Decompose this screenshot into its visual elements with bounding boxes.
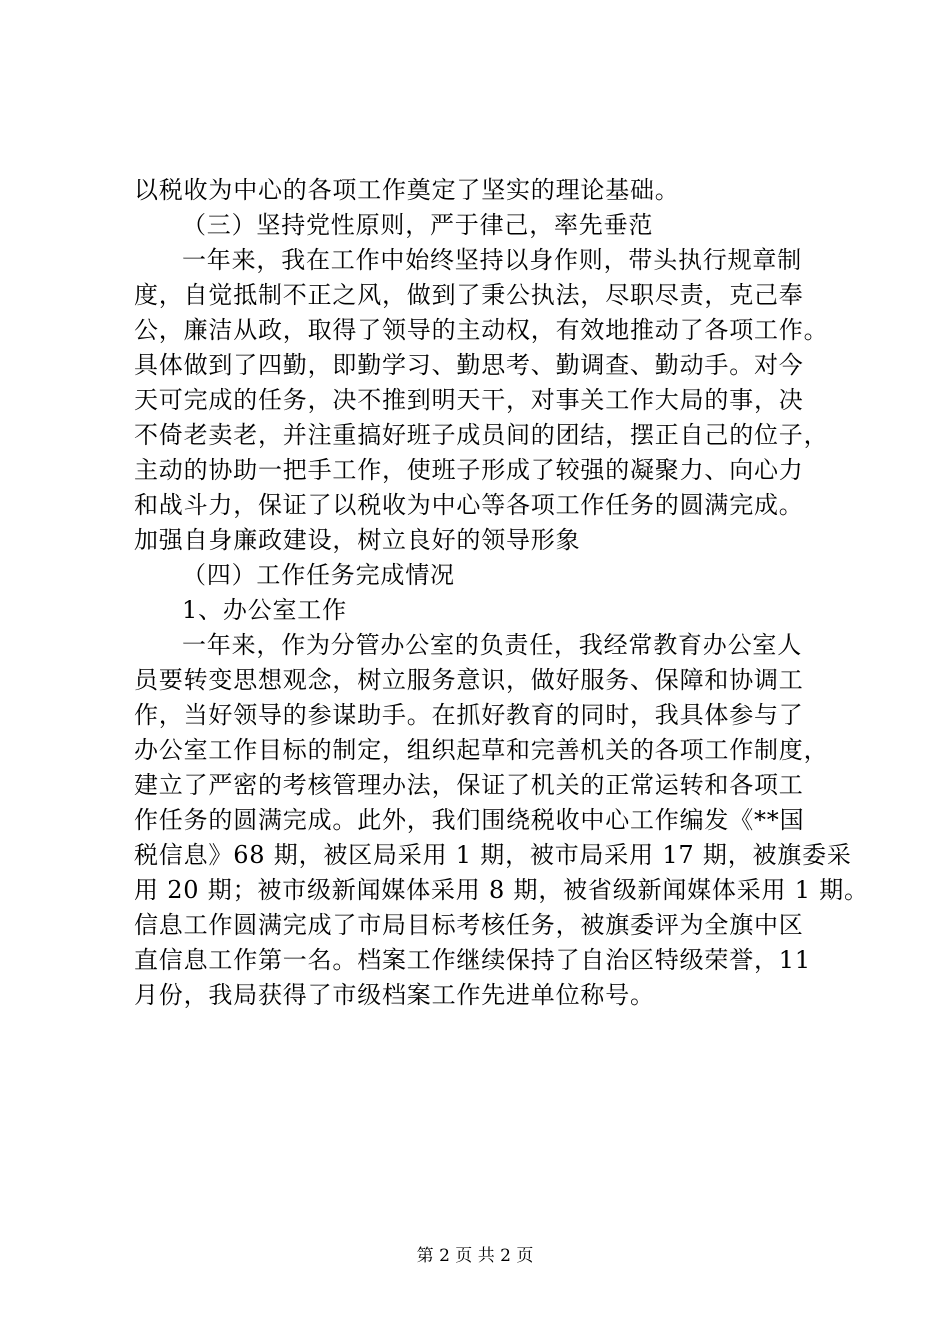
- text-line: 信息工作圆满完成了市局目标考核任务，被旗委评为全旗中区: [134, 911, 804, 939]
- section-heading-4: （四）工作任务完成情况: [182, 561, 455, 589]
- text-line: 公，廉洁从政，取得了领导的主动权，有效地推动了各项工作。: [134, 316, 829, 344]
- section-heading-3: （三）坚持党性原则，严于律己，率先垂范: [182, 211, 654, 239]
- text-line: 和战斗力，保证了以税收为中心等各项工作任务的圆满完成。: [134, 491, 804, 519]
- document-body: [134, 173, 869, 1013]
- text-line: 具体做到了四勤，即勤学习、勤思考、勤调查、勤动手。对今: [134, 351, 804, 379]
- text-line: 作，当好领导的参谋助手。在抓好教育的同时，我具体参与了: [134, 701, 804, 729]
- text-line: 加强自身廉政建设，树立良好的领导形象: [134, 526, 581, 554]
- text-line: 一年来，我在工作中始终坚持以身作则，带头执行规章制: [182, 246, 802, 274]
- text-line: 不倚老卖老，并注重搞好班子成员间的团结，摆正自己的位子，: [134, 421, 829, 449]
- text-line: 一年来，作为分管办公室的负责任，我经常教育办公室人: [182, 631, 802, 659]
- text-line: 作任务的圆满完成。此外，我们围绕税收中心工作编发《**国: [134, 806, 805, 834]
- text-line: 用 20 期；被市级新闻媒体采用 8 期，被省级新闻媒体采用 1 期。: [134, 876, 869, 904]
- text-line: 月份，我局获得了市级档案工作先进单位称号。: [134, 981, 655, 1009]
- page-number: 第 2 页 共 2 页: [416, 1246, 534, 1266]
- text-line: 直信息工作第一名。档案工作继续保持了自治区特级荣誉，11: [134, 946, 811, 974]
- subsection-heading-1: 1、办公室工作: [182, 596, 347, 624]
- text-line: 建立了严密的考核管理办法，保证了机关的正常运转和各项工: [134, 771, 804, 799]
- text-line: 天可完成的任务，决不推到明天干，对事关工作大局的事，决: [134, 386, 804, 414]
- text-line: 税信息》68 期，被区局采用 1 期，被市局采用 17 期，被旗委采: [134, 841, 852, 869]
- page-footer: [0, 1244, 950, 1268]
- text-line: 办公室工作目标的制定，组织起草和完善机关的各项工作制度，: [134, 736, 829, 764]
- text-line: 员要转变思想观念，树立服务意识，做好服务、保障和协调工: [134, 666, 804, 694]
- text-line: 主动的协助一把手工作，使班子形成了较强的凝聚力、向心力: [134, 456, 804, 484]
- text-line: 以税收为中心的各项工作奠定了坚实的理论基础。: [134, 176, 680, 204]
- text-line: 度，自觉抵制不正之风，做到了秉公执法，尽职尽责，克己奉: [134, 281, 804, 309]
